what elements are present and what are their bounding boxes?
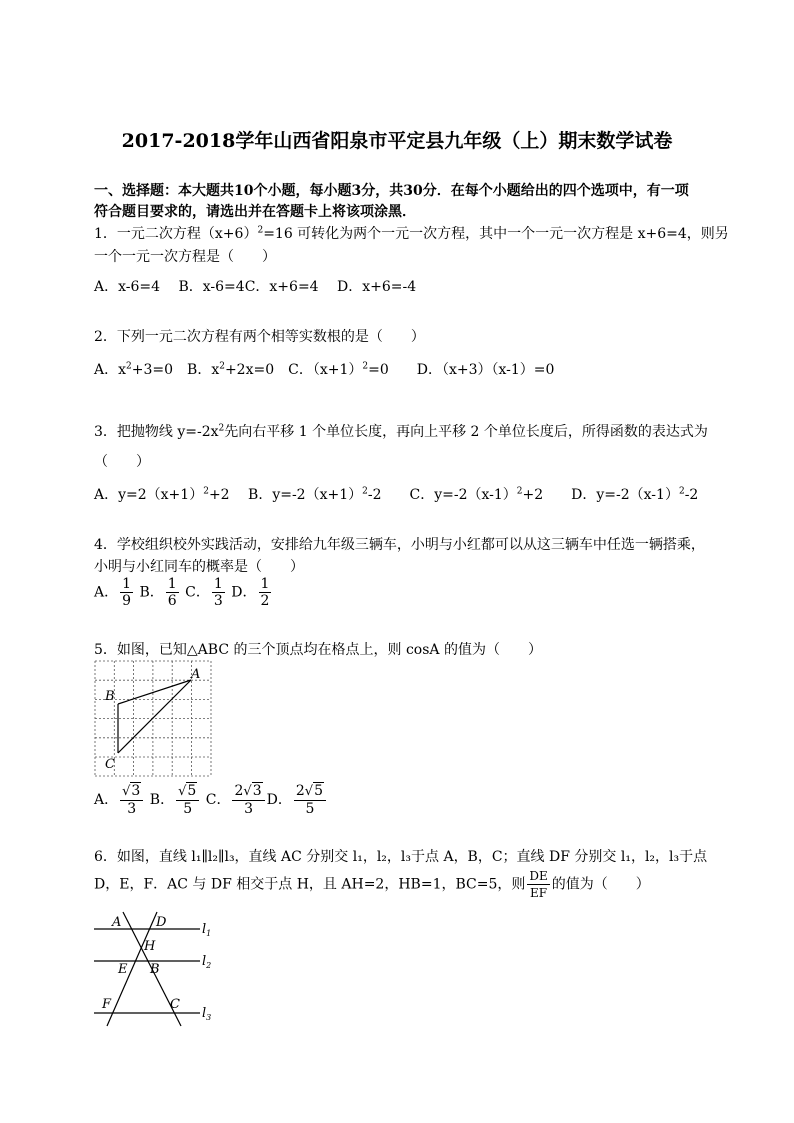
q5-fraction-b xyxy=(176,783,199,817)
q6-stem-b: 的值为（ ） xyxy=(551,876,650,893)
q4-den-a: 9 xyxy=(122,593,132,609)
q5-den-d: 5 xyxy=(305,801,315,817)
q1-stem-line2: 一个一元一次方程是（ ） xyxy=(94,249,276,265)
q3-options xyxy=(94,484,698,504)
q2-opt-ab: +3=0 B．x xyxy=(131,362,220,378)
q4-fraction-c xyxy=(212,576,225,609)
q3-stem-b: 先向右平移 1 个单位长度，再向上平移 2 个单位长度后，所得函数的表达式为 xyxy=(224,424,708,440)
q1-options: A．x-6=4 B．x-6=4C．x+6=4 D．x+6=-4 xyxy=(94,279,417,295)
q4-fraction-b xyxy=(166,576,179,609)
q6-fraction xyxy=(527,868,549,901)
q1-stem-sup: 2 xyxy=(257,225,264,236)
q5-label-opt-b: B． xyxy=(149,792,175,808)
q3-sup-d: 2 xyxy=(678,486,685,497)
q5-den-c: 3 xyxy=(244,801,254,817)
q5-coef-d: 2 xyxy=(295,783,305,799)
q5-coef-c: 2 xyxy=(234,783,244,799)
q2-opt-bc: +2x=0 C．（x+1） xyxy=(224,362,363,378)
q4-den-d: 2 xyxy=(260,593,270,609)
q4-label-c: C． xyxy=(185,584,210,601)
q6-label-c: C xyxy=(170,997,180,1012)
q6-label-l1: $l_1$ xyxy=(202,922,212,938)
q2-opt-cd: =0 D．（x+3）（x-1）=0 xyxy=(368,362,555,378)
q2-options xyxy=(94,359,554,379)
q5-label-c: C xyxy=(105,757,115,772)
q5-radicand-b: 5 xyxy=(187,783,197,799)
q4-num-b: 1 xyxy=(167,576,177,592)
q5-num-c xyxy=(232,783,264,801)
q3-opt-a: A．y=2（x+1） xyxy=(94,487,204,503)
q6-label-b: B xyxy=(150,962,160,977)
q5-label-opt-c: C． xyxy=(205,792,231,808)
q3-opt-ab: +2 B．y=-2（x+1） xyxy=(208,487,363,503)
q5-side-ab xyxy=(118,680,191,704)
q5-fraction-a xyxy=(120,783,143,817)
q1-stem-b: =16 可转化为两个一元一次方程，其中一个一元一次方程是 x+6=4，则另 xyxy=(263,226,729,242)
q5-den-b: 5 xyxy=(183,801,193,817)
q6-stem-line2 xyxy=(94,868,650,901)
q6-label-a: A xyxy=(112,915,122,930)
q4-label-a: A． xyxy=(94,584,119,601)
q6-label-e: E xyxy=(118,962,128,977)
q4-den-c: 3 xyxy=(213,593,223,609)
q4-stem-line1: 4．学校组织校外实践活动，安排给九年级三辆车，小明与小红都可以从这三辆车中任选一辆搭乘， xyxy=(94,537,705,553)
q5-fraction-d xyxy=(294,783,326,817)
q4-den-b: 6 xyxy=(167,593,177,609)
q6-label-l3: $l_3$ xyxy=(202,1006,212,1022)
q5-num-a xyxy=(120,783,143,801)
q3-opt-d: -2 xyxy=(684,487,699,503)
q1-stem-line1 xyxy=(94,223,729,243)
q5-den-a: 3 xyxy=(127,801,137,817)
q5-label-a: A xyxy=(191,667,201,682)
q3-stem-a: 3．把抛物线 y=-2x xyxy=(94,424,219,440)
q3-sup-b: 2 xyxy=(362,486,368,497)
q1-stem-a: 1．一元二次方程（x+6） xyxy=(94,226,258,242)
sqrt-icon: √3 xyxy=(122,783,141,799)
page-title: 2017-2018学年山西省阳泉市平定县九年级（上）期末数学试卷 xyxy=(121,130,673,152)
q2-sup-b: 2 xyxy=(219,361,225,372)
q5-label-b: B xyxy=(105,689,115,704)
q5-radicand-c: 3 xyxy=(252,783,262,799)
q3-sup-a: 2 xyxy=(203,486,209,497)
section-header-line2: 符合题目要求的，请选出并在答题卡上将该项涂黑． xyxy=(94,204,416,220)
q3-sup-c: 2 xyxy=(516,486,523,497)
sqrt-icon: √5 xyxy=(178,783,197,799)
q6-label-h: H xyxy=(144,939,156,954)
q5-radicand-a: 3 xyxy=(131,783,141,799)
q3-opt-bc: -2 C．y=-2（x-1） xyxy=(367,487,517,503)
q4-label-d: D． xyxy=(231,584,257,601)
q2-opt-a: A．x xyxy=(94,362,127,378)
q4-stem-line2: 小明与小红同车的概率是（ ） xyxy=(94,559,304,575)
q5-grid-figure xyxy=(94,660,214,778)
q5-options xyxy=(94,783,328,817)
q5-fraction-c xyxy=(232,783,264,817)
q6-frac-den: EF xyxy=(530,886,548,900)
q5-num-b xyxy=(176,783,199,801)
q3-stem-sup: 2 xyxy=(218,423,225,434)
q2-sup-a: 2 xyxy=(126,361,132,372)
q5-triangle xyxy=(118,680,191,753)
q4-num-c: 1 xyxy=(213,576,223,592)
q2-stem: 2．下列一元二次方程有两个相等实数根的是（ ） xyxy=(94,329,425,345)
q5-stem: 5．如图，已知△ABC 的三个顶点均在格点上，则 cosA 的值为（ ） xyxy=(94,642,542,658)
q6-label-l2: $l_2$ xyxy=(202,954,212,970)
q5-radicand-d: 5 xyxy=(314,783,323,799)
sqrt-icon: √3 xyxy=(243,783,262,799)
q3-stem-line1 xyxy=(94,421,708,441)
q5-side-ca xyxy=(118,680,191,753)
q6-stem-a: D，E，F．AC 与 DF 相交于点 H，且 AH=2，HB=1，BC=5，则 xyxy=(94,876,526,893)
q3-opt-cd: +2 D．y=-2（x-1） xyxy=(522,487,679,503)
q4-label-b: B． xyxy=(139,584,164,601)
q4-num-a: 1 xyxy=(122,576,132,592)
q3-stem-line2: （ ） xyxy=(94,454,150,470)
q2-sup-c: 2 xyxy=(362,361,369,372)
q4-num-d: 1 xyxy=(260,576,270,592)
sqrt-icon: √5 xyxy=(304,783,323,799)
q6-stem-line1: 6．如图，直线 l₁∥l₂∥l₃，直线 AC 分别交 l₁，l₂，l₃于点 A，B，C；直线 DF 分别交 l₁，l₂，l₃于点 xyxy=(94,849,708,865)
q6-parallel-lines-figure xyxy=(90,908,230,1030)
q6-label-f: F xyxy=(102,997,112,1012)
q5-label-opt-a: A． xyxy=(94,792,119,808)
q5-label-opt-d: D． xyxy=(266,792,292,808)
q4-options xyxy=(94,576,273,609)
q5-num-d xyxy=(294,783,326,801)
q4-fraction-a xyxy=(120,576,133,609)
q6-label-d: D xyxy=(156,915,167,930)
section-header-line1: 一、选择题：本大题共10个小题，每小题3分，共30分．在每个小题给出的四个选项中，有一项 xyxy=(94,183,689,199)
q4-fraction-d xyxy=(259,576,272,609)
q6-frac-num: DE xyxy=(529,869,548,883)
